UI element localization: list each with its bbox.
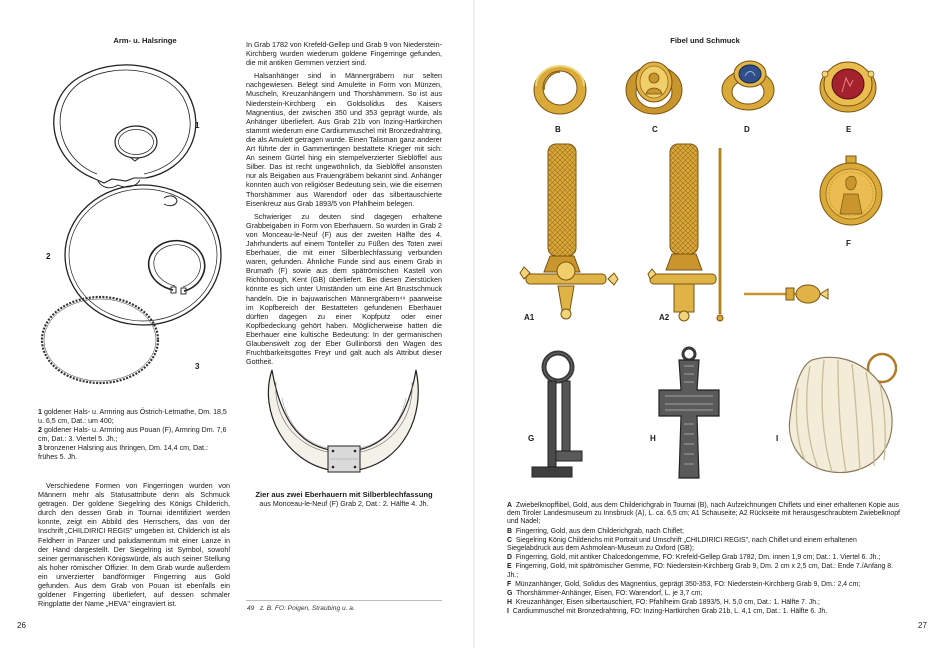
middle-text-column	[246, 40, 442, 370]
thor-hammer-g-illustration	[522, 347, 592, 487]
footnote-rule	[246, 600, 442, 601]
legend-item-b: B Fingerring, Gold, aus dem Childerichgrab, nach Chiflet;	[507, 527, 684, 535]
boar-tusk-subcaption: aus Monceau-le-Neuf (F) Grab 2, Dat.: 2. Hälfte 4. Jh.	[259, 499, 429, 508]
figure-label-3: 3	[195, 362, 200, 371]
legend-item-e: E Fingerring, Gold, mit spätrömischer Gemme, FO: Niederstein-Kirchberg Grab 9, Dm. 2 cm x 2,5 cm, Dat.: Ende 7./Anfang 8. Jh.;	[507, 563, 894, 579]
fibula-a2-illustration	[648, 138, 838, 323]
label-a2: A2	[659, 313, 670, 322]
cross-pendant-h-illustration	[657, 344, 721, 484]
footnote	[247, 605, 443, 612]
page-number-left: 26	[17, 621, 26, 630]
label-h: H	[650, 434, 656, 443]
legend-item-d: D Fingerring, Gold, mit antiker Chalcedongemme, FO: Krefeld-Gellep Grab 1782, Dm. innen 1,9 cm; Dat.: 1. Viertel 6. Jh.;	[507, 554, 881, 562]
label-b: B	[555, 125, 561, 134]
boar-tusk-illustration	[258, 362, 428, 482]
middle-paragraph-3: Schwieriger zu deuten sind dagegen erhaltene Grabbeigaben in Form von Eberhauern. So wurden in Grab 2 von Monceau-le-Neuf (F) aus der zweiten Hälfte des 4. Jahrhunderts auf einem Tonteller zu Füßen des Toten zwei Eberhauer, die mit einer Silberblechfassung verbunden waren, gefunden. Ähnliche Funde sind aus einem Grab in Brumath (F) sowie aus dem spätrömischen Kastell von Richborough, Kent (GB) überliefert. Bei diesen Zierstücken könnte es sich unter Umständen um eine Art Brustschmuck handeln. Die in bajuwarischen Männergräbern⁴⁹ paarweise im Kopfbereich der Bestatteten gefundenen Eberhauer dürften dagegen zu einer Kopfputz oder einer Kopfbedeckung gehört haben. Möglicherweise hatten die Eberhauer eine kultische Bedeutung: In der germanischen Glaubenswelt zog der Eber Gullinborsti den Wagen des Fruchtbarkeitsgottes Freyr und galt auch als Attribut dieser Gottheit.	[246, 211, 442, 367]
left-page-heading: Arm- u. Halsringe	[113, 36, 177, 45]
figure-label-2: 2	[46, 252, 51, 261]
boar-tusk-title: Zier aus zwei Eberhauern mit Silberblechfassung	[255, 490, 433, 499]
rings-caption-list	[38, 408, 228, 463]
page-number-right: 27	[918, 621, 927, 630]
ring-b-illustration	[530, 60, 590, 116]
middle-paragraph-1: In Grab 1782 von Krefeld-Gellep und Grab 9 von Niederstein-Kirchberg wurden wiederum goldene Fingerringe gefunden, die mit antiken Gemmen verziert sind.	[246, 40, 442, 68]
label-a1: A1	[524, 313, 535, 322]
legend-item-c: C Siegelring König Childerichs mit Portrait und Umschrift „CHILDIRICI REGIS", nach Chiflet und einem erhaltenen Siegelabdruck aus dem Ashmolean-Museum zu Oxford (GB);	[507, 536, 857, 553]
boar-tusk-caption	[246, 491, 442, 508]
fibula-a1-illustration	[520, 140, 620, 320]
caption-item-3: 3 bronzener Halsring aus Ihringen, Dm. 14,4 cm, Dat.: frühes 5. Jh.	[38, 444, 208, 461]
label-g: G	[528, 434, 535, 443]
arm-ring-1	[115, 126, 157, 161]
label-e: E	[846, 125, 852, 134]
label-f: F	[846, 239, 851, 248]
legend-item-h: H Kreuzanhänger, Eisen silbertauschiert, FO: Pfahlheim Grab 1893/5, H. 5,0 cm, Dat.: 1. Hälfte 7. Jh.;	[507, 599, 820, 607]
label-i: I	[776, 434, 779, 443]
neck-ring-1	[54, 65, 196, 188]
left-body-text: Verschiedene Formen von Fingerringen wurden von Männern mehr als Statusattribute denn als Schmuck getragen. Der goldene Siegelring des Königs Childerich, durch den dessen Grab in Tournai identifiziert werden konnte, zeigt ein Abbild des Herrschers, das von der Inschrift „CHILDIRICI REGIS" umgeben ist. Childerich ist als Feldherr in Panzer und paludamentum mit einer Lanze in der Hand dargestellt. Der Siegelring ist Symbol, sowohl seiner germanischen Königswürde, als auch seiner Stellung als hoher römischer Offizier. In dem Grab wurde außerdem ein unverzierter bandförmiger Fingerring aus Gold gefunden. Aus dem Grab von Pouan ist ebenfalls ein goldener Fingerring überliefert, auf dessen schmaler Ringplatte der Name „HEVA" eingraviert ist.	[38, 481, 230, 609]
figure-label-1: 1	[195, 121, 200, 130]
ring-e-illustration	[815, 54, 881, 116]
legend-item-a: A Zwiebelknopffibel, Gold, aus dem Childerichgrab in Tournai (B), nach Aufzeichnungen Chiflets und einer erhaltenen Kopie aus dem Tiroler Landesmuseum zu Innsbruck (A), L. ca. 6,5 cm; A1 Schauseite; A2 Rückseite mit herausgeschraubtem Zwiebelknopf und Nadel;	[507, 502, 900, 526]
coin-pendant-f-illustration	[816, 152, 886, 228]
ring-d-illustration	[718, 56, 780, 114]
fibula-jewelry-legend	[507, 502, 902, 618]
neck-ring-3-twisted	[42, 297, 158, 383]
arm-ring-2	[149, 241, 205, 294]
page-gutter	[473, 0, 475, 648]
legend-item-f: F Münzanhänger, Gold, Solidus des Magnentius, geprägt 350-353, FO: Niederstein-Kirchberg Grab 9, Dm.: 2,4 cm;	[507, 580, 861, 588]
rings-illustration	[38, 50, 228, 385]
right-page-heading: Fibel und Schmuck	[670, 36, 740, 45]
caption-item-2: 2 goldener Hals- u. Armring aus Pouan (F), Armring Dm. 7,6 cm, Dat.: 3. Viertel 5. Jh.;	[38, 426, 227, 443]
legend-item-i: I Cardiummuschel mit Bronzedrahtring, FO: Inzing-Hartkirchen Grab 21b, L. 4,1 cm, Dat.: 1. Hälfte 6. Jh.	[507, 608, 828, 616]
label-d: D	[744, 125, 750, 134]
ring-c-illustration	[622, 58, 686, 116]
label-c: C	[652, 125, 658, 134]
middle-paragraph-2: Halsanhänger sind in Männergräbern nur selten nachgewiesen. Belegt sind Amulette in Form von Münzen, Muscheln, Kreuzanhängern und Thorshämmern. So ist aus Niederstein-Kirchberg ein Goldsolidus des Kaisers Magnentius, der zwischen 350 und 353 geprägt wurde, als Anhänger überliefert. Aus Grab 21b von Inzing-Hartkirchen stammt wiederum eine Cardiummuschel mit Bronzedrahtring, die als Amulett getragen wurde. Einen Talisman ganz anderer Art führte der in Gammertingen bestattete Krieger mit sich: An seinem Gürtel hing ein stempelverzierter Sieblöffel aus Silber. Das ist recht ungewöhnlich, da Sieblöffel ansonsten nur als Beigaben aus Frauengräbern bekannt sind. Anhänger konnten auch von religiöser Bedeutung sein, wie die eisernen Thorshämmer aus Warendorf oder das silbertauschierte Eisenkreuz aus Grab 1893/5 von Pfahlheim belegen.	[246, 71, 442, 208]
footnote-number: 49	[247, 605, 255, 612]
legend-item-g: G Thorshämmer-Anhänger, Eisen, FO: Warendorf, L. je 3,7 cm;	[507, 590, 703, 598]
shell-i-illustration	[782, 348, 902, 478]
caption-item-1: 1 goldener Hals- u. Armring aus Östrich-Letmathe, Dm. 18,5 u. 6,5 cm, Dat.: um 400;	[38, 408, 227, 425]
footnote-text: z. B. FO: Poigen, Straubing u. a.	[259, 605, 355, 612]
